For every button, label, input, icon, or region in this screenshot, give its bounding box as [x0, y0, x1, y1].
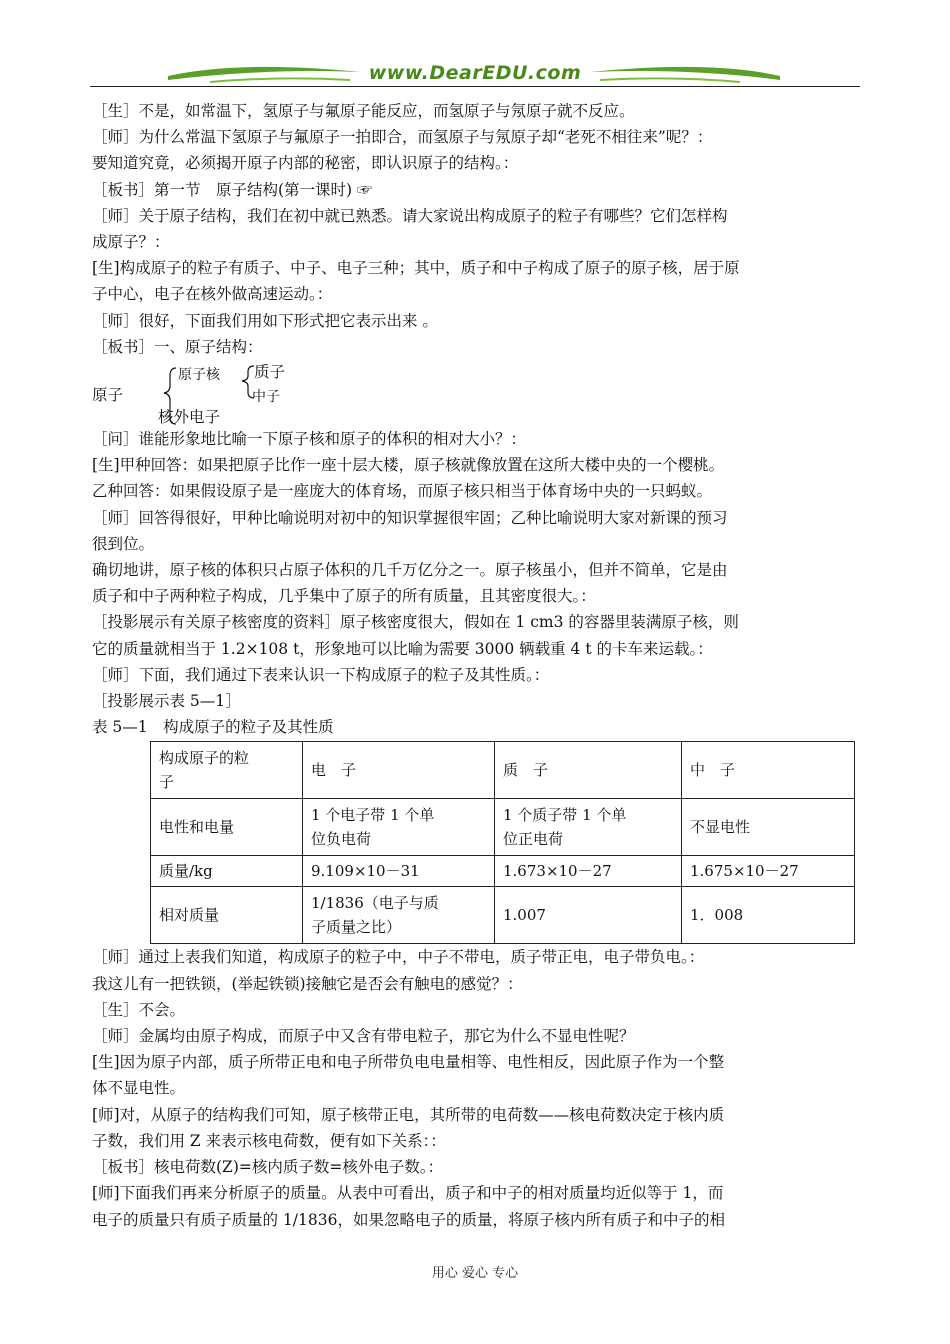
text-line: 确切地讲，原子核的体积只占原子体积的几千万亿分之一。原子核虽小，但并不简单，它是由: [92, 561, 728, 580]
table-cell: 相对质量: [151, 887, 303, 944]
lines-a: [92, 98, 862, 360]
text-line: ［板书］一、原子结构：: [92, 337, 263, 356]
text-line: [92, 177, 862, 203]
text-line: [师]下面我们再来分析原子的质量。从表中可看出，质子和中子的相对质量均近似等于 1，而: [92, 1184, 724, 1203]
table-cell: 1 个电子带 1 个单 位负电荷: [303, 799, 495, 856]
particle-table: [150, 741, 855, 944]
table-cell: 中 子: [682, 742, 855, 799]
text-line: [师]对，从原子的结构我们可知，原子核带正电，其所带的电荷数——核电荷数决定于核内质: [92, 1105, 725, 1124]
page-footer: 用心 爱心 专心: [431, 1266, 519, 1281]
text-line: ［投影展示有关原子核密度的资料］原子核密度很大，假如在 1 cm3 的容器里装满原子核，则: [92, 613, 739, 632]
text-line: ［板书］核电荷数(Z)=核内质子数=核外电子数。：: [92, 1158, 444, 1177]
page-header: [90, 60, 860, 90]
text-line: 子中心，电子在核外做高速运动。：: [92, 285, 333, 304]
table-cell: 1/1836（电子与质 子质量之比）: [303, 887, 495, 944]
text-line: ［师］金属均由原子构成，而原子中又含有带电粒子，那它为什么不显电性呢？: [92, 1027, 635, 1046]
text-line: 体不显电性。: [92, 1079, 186, 1098]
table-row: [151, 742, 855, 799]
text-line: [生]甲种回答：如果把原子比作一座十层大楼，原子核就像放置在这所大楼中央的一个樱桃。: [92, 456, 725, 475]
lines-c: [92, 944, 862, 1232]
text-line: ［师］通过上表我们知道，构成原子的粒子中，中子不带电，质子带正电，电子带负电。：: [92, 948, 705, 967]
text-line: ［师］下面，我们通过下表来认识一下构成原子的粒子及其性质。：: [92, 665, 550, 684]
diagram-neutron: 中子: [252, 389, 280, 406]
table-row: [151, 887, 855, 944]
text-line: 质子和中子两种粒子构成，几乎集中了原子的所有质量，且其密度很大。：: [92, 587, 596, 606]
site-name[interactable]: www.DearEDU.com: [368, 62, 582, 84]
diagram-electron: 核外电子: [158, 408, 221, 427]
text-line: 它的质量就相当于 1.2×108 t，形象地可以比喻为需要 3000 辆载重 4 t 的卡车来运载。：: [92, 639, 713, 658]
text-line: ［投影展示表 5—1］: [92, 692, 241, 711]
text-line: 我这儿有一把铁锁，(举起铁锁)接触它是否会有触电的感觉？：: [92, 974, 523, 993]
text-line: 要知道究竟，必须揭开原子内部的秘密，即认识原子的结构。：: [92, 154, 519, 173]
table-row: [151, 799, 855, 856]
text-line: ［生］不是，如常温下，氢原子与氟原子能反应，而氢原子与氖原子就不反应。: [92, 102, 635, 120]
table-cell: 1.007: [495, 887, 682, 944]
table-cell: 电性和电量: [151, 799, 303, 856]
diagram-atom: 原子: [92, 386, 124, 405]
text-line: ［师］为什么常温下氢原子与氟原子一拍即合，而氢原子与氖原子却“老死不相往来”呢？：: [92, 128, 713, 147]
table-cell: 9.109×10－31: [303, 856, 495, 887]
lines-b: [92, 426, 862, 740]
text-line: 子数，我们用 Z 来表示核电荷数，便有如下关系：：: [92, 1131, 446, 1150]
hand-pointer-icon: ☞: [357, 180, 373, 199]
table-row: [151, 856, 855, 887]
table-wrapper: [150, 741, 862, 944]
table-cell: 质 子: [495, 742, 682, 799]
table-cell: 1．008: [682, 887, 855, 944]
table-cell: 构成原子的粒 子: [151, 742, 303, 799]
text-line: 乙种回答：如果假设原子是一座庞大的体育场，而原子核只相当于体育场中央的一只蚂蚁。: [92, 482, 713, 501]
text-line: ［师］很好，下面我们用如下形式把它表示出来 。: [92, 311, 438, 330]
table-cell: 1.673×10－27: [495, 856, 682, 887]
text-line: 很到位。: [92, 534, 155, 553]
table-cell: 质量/kg: [151, 856, 303, 887]
table-cell: 1 个质子带 1 个单 位正电荷: [495, 799, 682, 856]
header-rule: [90, 86, 860, 87]
table-cell: 不显电性: [682, 799, 855, 856]
diagram-proton: 质子: [254, 363, 286, 382]
page-content: [92, 98, 862, 1233]
text-line: ［生］不会。: [92, 1000, 186, 1019]
text-line: 电子的质量只有质子质量的 1/1836，如果忽略电子的质量，将原子核内所有质子和中子的相: [92, 1210, 725, 1229]
text-line: ［问］谁能形象地比喻一下原子核和原子的体积的相对大小？：: [92, 430, 527, 449]
text-line: 成原子？：: [92, 233, 170, 252]
diagram-nucleus: 原子核: [178, 367, 220, 384]
text-line: ［师］回答得很好，甲种比喻说明对初中的知识掌握很牢固；乙种比喻说明大家对新课的预习: [92, 508, 728, 527]
board-title: ［板书］第一节 原子结构(第一课时): [92, 180, 353, 199]
atom-structure-diagram: [92, 360, 862, 426]
table-cell: 电 子: [303, 742, 495, 799]
table-caption: 表 5—1 构成原子的粒子及其性质: [92, 718, 334, 737]
table-cell: 1.675×10－27: [682, 856, 855, 887]
text-line: [生]因为原子内部，质子所带正电和电子所带负电电量相等、电性相反，因此原子作为一个整: [92, 1053, 725, 1072]
text-line: [生]构成原子的粒子有质子、中子、电子三种；其中，质子和中子构成了原子的原子核，居于原: [92, 259, 740, 278]
text-line: ［师］关于原子结构，我们在初中就已熟悉。请大家说出构成原子的粒子有哪些？它们怎样构: [92, 206, 728, 225]
